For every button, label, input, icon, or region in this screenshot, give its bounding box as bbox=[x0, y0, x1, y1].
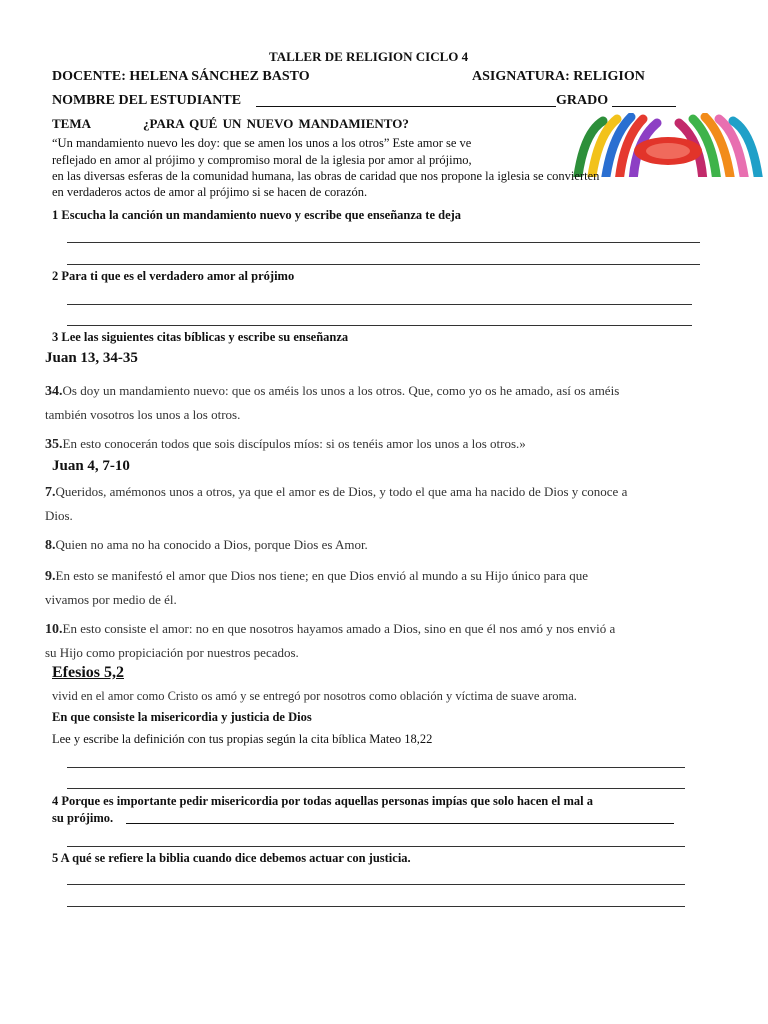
answer-line[interactable] bbox=[67, 846, 685, 847]
intro-line-4: en verdaderos actos de amor al prójimo si se hacen de corazón. bbox=[52, 185, 368, 199]
page-title: TALLER DE RELIGION CICLO 4 bbox=[269, 49, 469, 64]
answer-line[interactable] bbox=[126, 823, 674, 824]
verse-7: 7.Queridos, amémonos unos a otros, ya que el amor es de Dios, y todo el que ama ha nacido de Dios y conoce a Dios. bbox=[45, 484, 628, 523]
tema-label: TEMA bbox=[52, 116, 91, 131]
efesios-text: vivid en el amor como Cristo os amó y se entregó por nosotros como oblación y víctima de suave aroma. bbox=[52, 689, 577, 703]
verse-35: 35.En esto conocerán todos que sois discípulos míos: si os tenéis amor los unos a los otros.» bbox=[45, 436, 526, 452]
answer-line[interactable] bbox=[67, 264, 700, 265]
answer-line[interactable] bbox=[67, 325, 692, 326]
grado-label: GRADO bbox=[556, 93, 609, 108]
grado-field bbox=[612, 106, 676, 107]
question-2: 2 Para ti que es el verdadero amor al prójimo bbox=[52, 269, 295, 283]
verse-number: 9. bbox=[45, 569, 56, 584]
verse-number: 8. bbox=[45, 538, 56, 553]
verse-8: 8.Quien no ama no ha conocido a Dios, porque Dios es Amor. bbox=[45, 537, 368, 553]
juan-13-heading: Juan 13, 34-35 bbox=[45, 350, 138, 366]
misericordia-heading: En que consiste la misericordia y justicia de Dios bbox=[52, 710, 312, 724]
intro-line-2: reflejado en amor al prójimo y compromiso moral de la iglesia por amor al prójimo, bbox=[52, 153, 472, 167]
verse-9: 9.En esto se manifestó el amor que Dios nos tiene; en que Dios envió al mundo a su Hijo único para que vivamos por medio de él. bbox=[45, 568, 589, 607]
intro-line-1: “Un mandamiento nuevo les doy: que se amen los unos a los otros” Este amor se ve bbox=[52, 136, 472, 150]
efesios-heading: Efesios 5,2 bbox=[52, 664, 124, 681]
docente-label: DOCENTE: HELENA SÁNCHEZ BASTO bbox=[52, 69, 310, 84]
question-4-line-2: su prójimo. bbox=[52, 811, 114, 825]
question-4-line-1: 4 Porque es importante pedir misericordia por todas aquellas personas impías que solo hacen el mal a bbox=[52, 794, 593, 808]
answer-line[interactable] bbox=[67, 906, 685, 907]
answer-line[interactable] bbox=[67, 884, 685, 885]
juan-4-heading: Juan 4, 7-10 bbox=[52, 458, 130, 474]
verse-number: 35. bbox=[45, 437, 63, 452]
student-name-label: NOMBRE DEL ESTUDIANTE bbox=[52, 93, 242, 108]
answer-line[interactable] bbox=[67, 788, 685, 789]
asignatura-label: ASIGNATURA: RELIGION bbox=[472, 69, 645, 84]
verse-number: 10. bbox=[45, 622, 63, 637]
student-name-field bbox=[256, 106, 556, 107]
answer-line[interactable] bbox=[67, 767, 685, 768]
verse-34: 34.Os doy un mandamiento nuevo: que os améis los unos a los otros. Que, como yo os he amado, así os améis también vosotros los unos a los otros. bbox=[45, 383, 620, 422]
joined-hands-icon bbox=[573, 113, 763, 177]
verse-number: 34. bbox=[45, 384, 63, 399]
question-3: 3 Lee las siguientes citas bíblicas y escribe su enseñanza bbox=[52, 330, 349, 344]
question-1: 1 Escucha la canción un mandamiento nuevo y escribe que enseñanza te deja bbox=[52, 208, 462, 222]
intro-line-3: en las diversas esferas de la comunidad humana, las obras de caridad que nos propone la iglesia se convierten bbox=[52, 169, 600, 183]
verse-10: 10.En esto consiste el amor: no en que nosotros hayamos amado a Dios, sino en que él nos amó y nos envió a su Hijo como propiciación por nuestros pecados. bbox=[45, 621, 616, 660]
verse-number: 7. bbox=[45, 485, 56, 500]
question-5: 5 A qué se refiere la biblia cuando dice debemos actuar con justicia. bbox=[52, 851, 411, 865]
answer-line[interactable] bbox=[67, 242, 700, 243]
joined-hands-image bbox=[573, 113, 763, 177]
tema-title: ¿PARA QUÉ UN NUEVO MANDAMIENTO? bbox=[143, 116, 409, 131]
misericordia-instruction: Lee y escribe la definición con tus propias según la cita bíblica Mateo 18,22 bbox=[52, 732, 433, 746]
answer-line[interactable] bbox=[67, 304, 692, 305]
